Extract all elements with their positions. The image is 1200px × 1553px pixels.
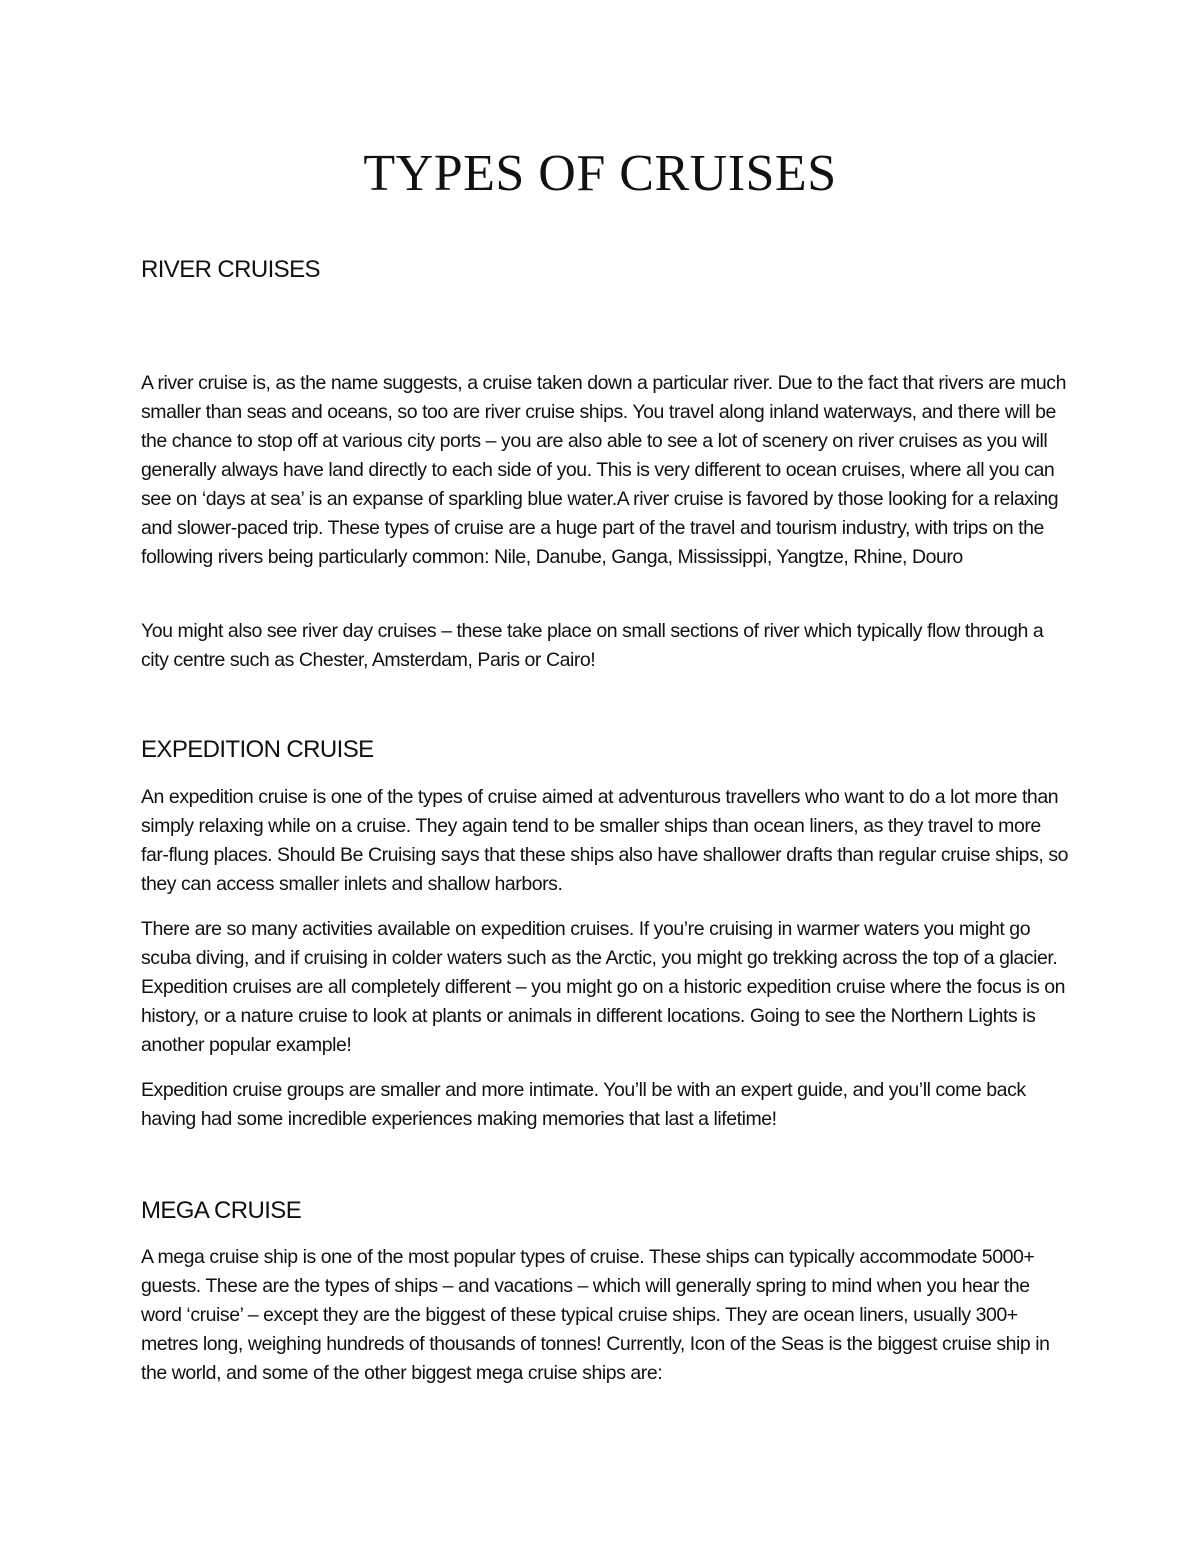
paragraph-expedition-groups: Expedition cruise groups are smaller and more intimate. You’ll be with an expert guide, and you’ll come back having had some incredible experiences making memories that last a lifetime! xyxy=(141,1079,1026,1130)
paragraph-expedition-activities: There are so many activities available on expedition cruises. If you’re cruising in warmer waters you might go scuba diving, and if cruising in colder waters such as the Arctic, you might go trekking across the top of a glacier. Expedition cruises are all completely different – you might go on a historic expedition cruise where the focus is on history, or a nature cruise to look at plants or animals in different locations. Going to see the Northern Lights is another popular example! xyxy=(141,918,1066,1056)
section-heading-mega-cruise: MEGA CRUISE xyxy=(141,1197,302,1224)
section-heading-river-cruises: RIVER CRUISES xyxy=(141,256,320,283)
paragraph-expedition-intro: An expedition cruise is one of the types of cruise aimed at adventurous travellers who want to do a lot more than simply relaxing while on a cruise. They again tend to be smaller ships than ocean liners, as they travel to more far-flung places. Should Be Cruising says that these ships also have shallower drafts than regular cruise ships, so they can access smaller inlets and shallow harbors. xyxy=(141,786,1069,895)
paragraph-river-intro: A river cruise is, as the name suggests, a cruise taken down a particular river. Due to the fact that rivers are much smaller than seas and oceans, so too are river cruise ships. You travel along inland waterways, and there will be the chance to stop off at various city ports – you are also able to see a lot of scenery on river cruises as you will generally always have land directly to each side of you. This is very different to ocean cruises, where all you can see on ‘days at sea’ is an expanse of sparkling blue water.A river cruise is favored by those looking for a relaxing and slower-paced trip. These types of cruise are a huge part of the travel and tourism industry, with trips on the following rivers being particularly common: Nile, Danube, Ganga, Mississippi, Yangtze, Rhine, Douro xyxy=(141,372,1066,568)
section-heading-expedition-cruise: EXPEDITION CRUISE xyxy=(141,736,374,763)
page-title: TYPES OF CRUISES xyxy=(363,145,837,202)
paragraph-mega-intro: A mega cruise ship is one of the most popular types of cruise. These ships can typically accommodate 5000+ guests. These are the types of ships – and vacations – which will generally spring to mind when you hear the word ‘cruise’ – except they are the biggest of these typical cruise ships. They are ocean liners, usually 300+ metres long, weighing hundreds of thousands of tonnes! Currently, Icon of the Seas is the biggest cruise ship in the world, and some of the other biggest mega cruise ships are: xyxy=(141,1246,1050,1384)
paragraph-river-day-cruises: You might also see river day cruises – these take place on small sections of river which typically flow through a city centre such as Chester, Amsterdam, Paris or Cairo! xyxy=(141,620,1044,671)
